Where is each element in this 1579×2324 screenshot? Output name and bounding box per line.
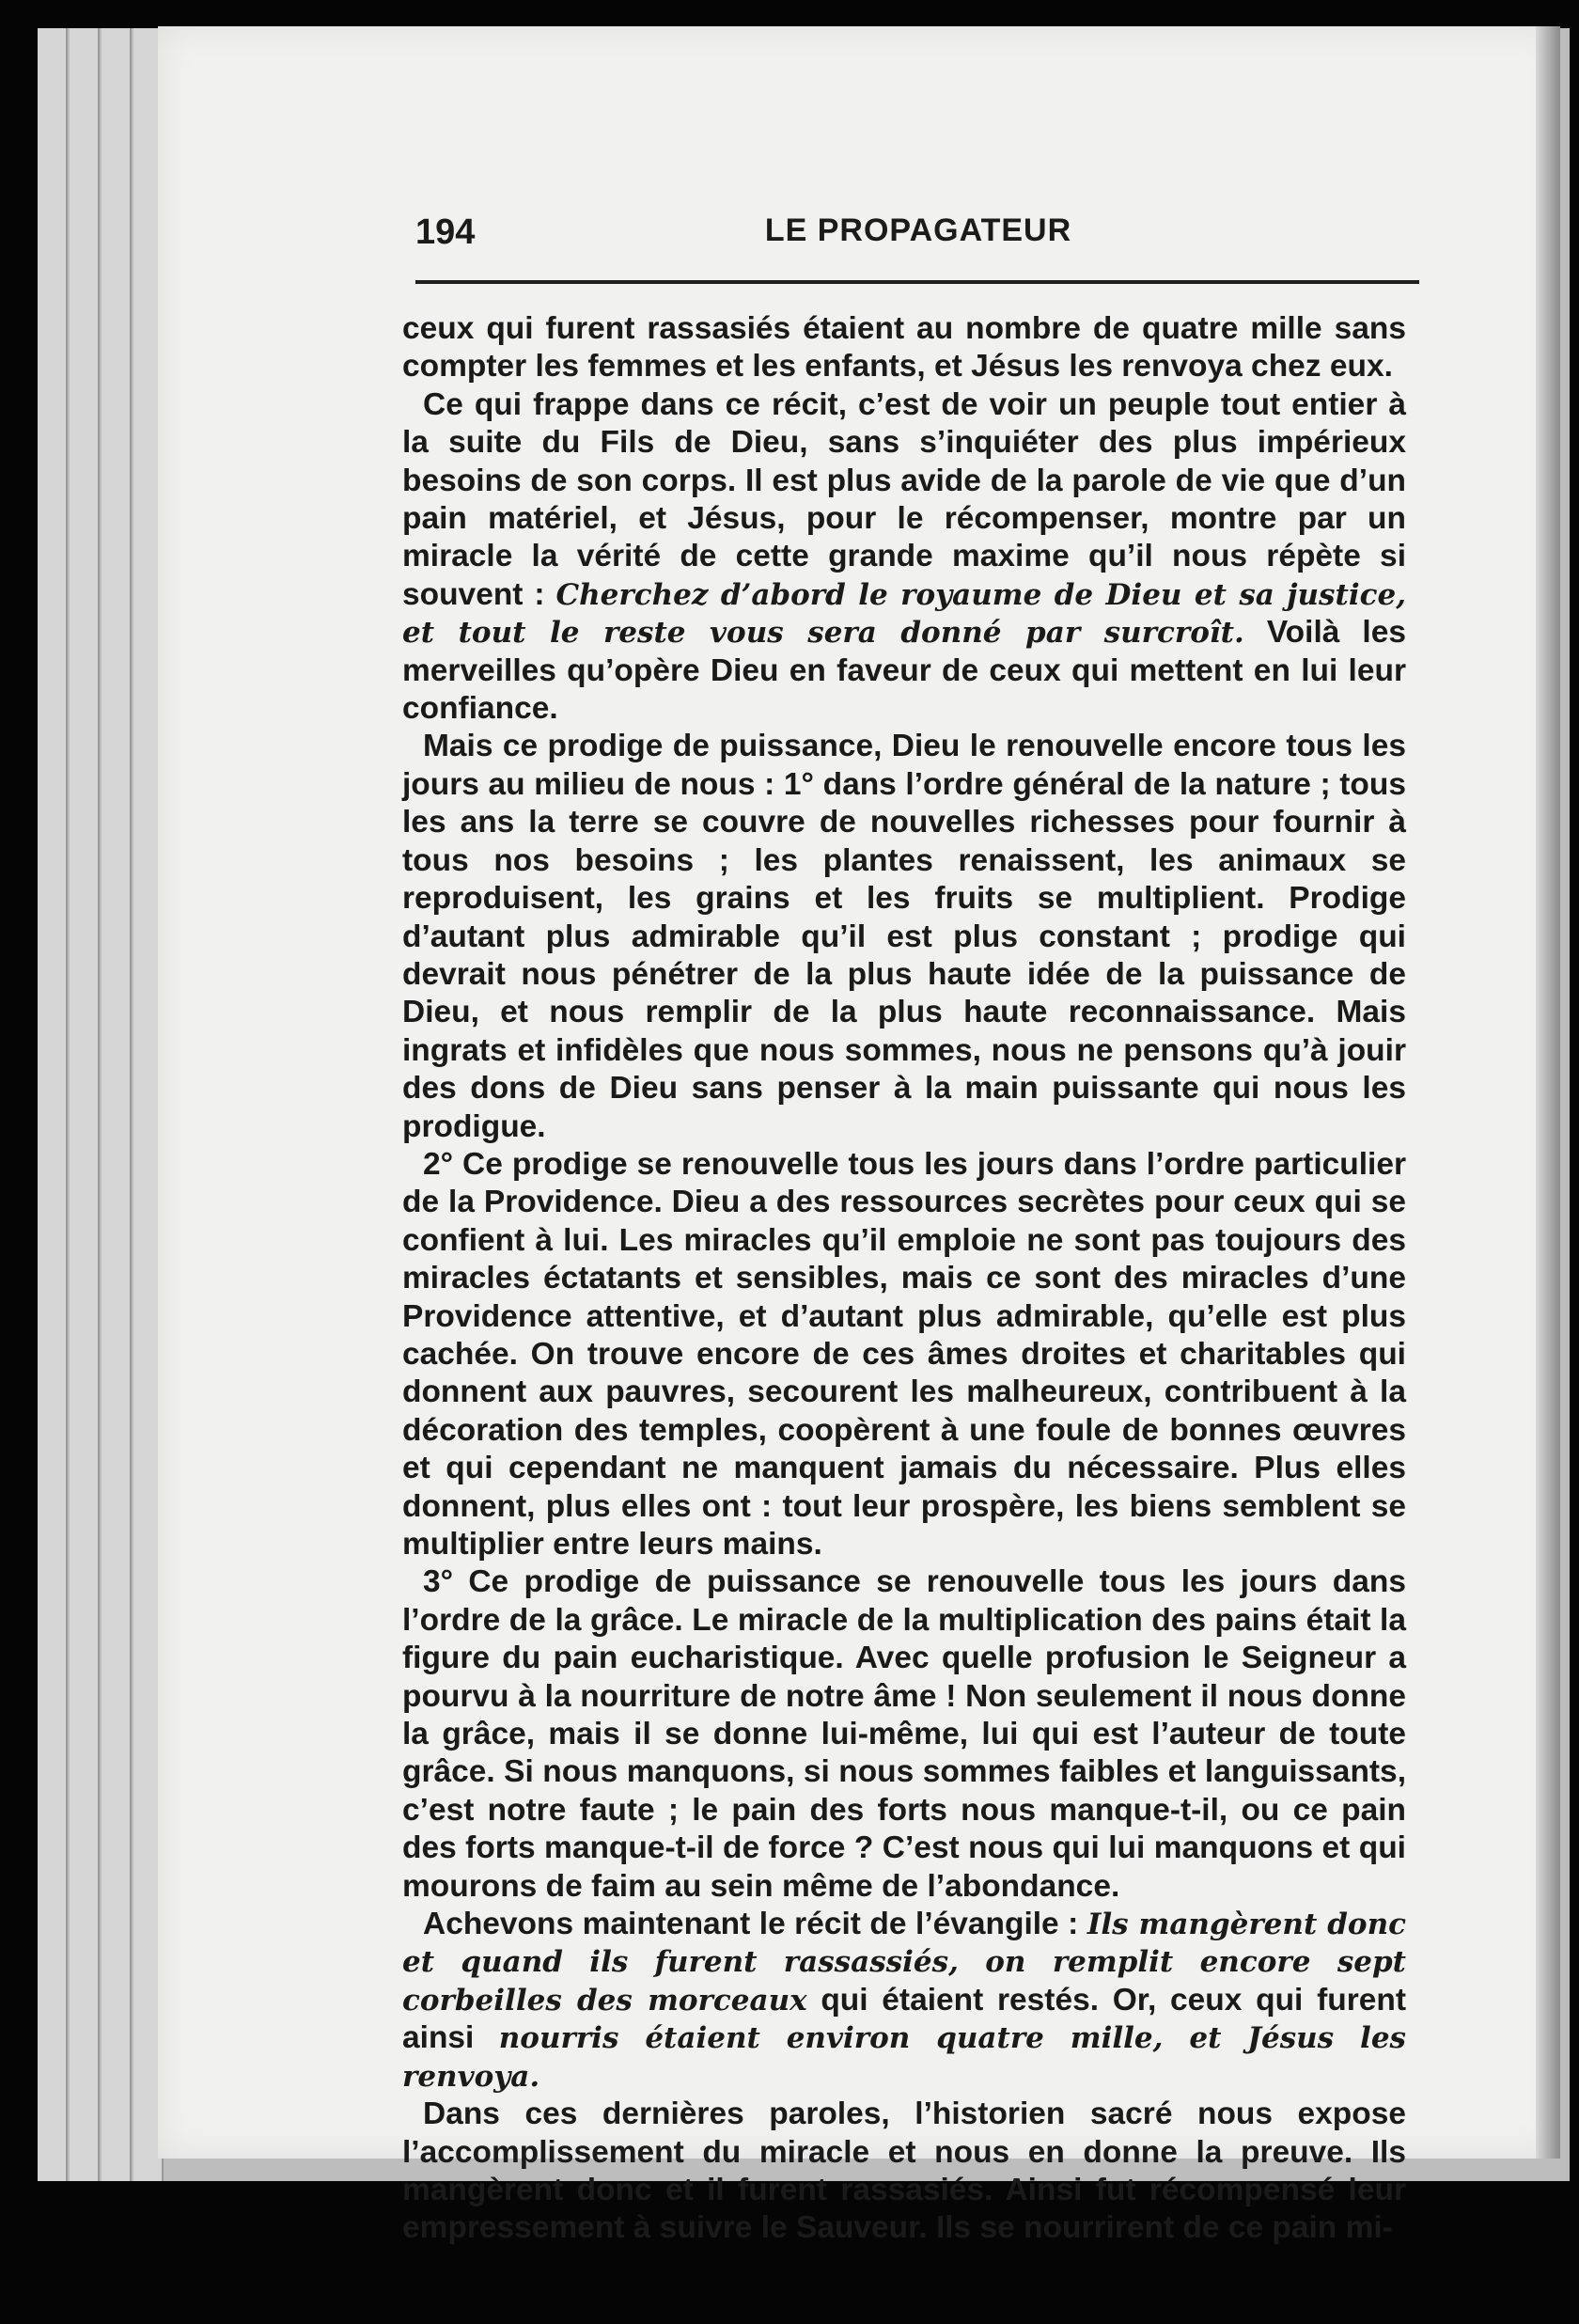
paragraph — [402, 1906, 1406, 2096]
paragraph-text: ceux qui furent rassasiés étaient au nombre de quatre mille sans compter les femmes et les enfants, et Jésus les renvoya chez eux. — [402, 311, 1406, 385]
italic-quote: Ils mangèrent donc et quand ils furent rassassiés, on remplit encore sept corbeilles des morceaux — [402, 1908, 1407, 2018]
header-rule — [415, 280, 1419, 284]
paragraph-text: 3° Ce prodige de puissance se renouvelle tous les jours dans l’ordre de la grâce. Le miracle de la multiplication des pains était la figure du pain eucharistique. Avec quelle profusion le Seigneur a pourvu à la nourriture de notre âme ! Non seulement il nous donne la grâce, mais il se donne lui-même, lui qui est l’auteur de toute grâce. Si nous manquons, si nous sommes faibles et languissants, c’est notre faute ; le pain des forts nous manque-t-il, ou ce pain des forts manque-t-il de force ? C’est nous qui lui manquons et qui mourons de faim au sein même de l’abondance. — [402, 1564, 1406, 1904]
paragraph-text: Voilà les merveilles qu’opère Dieu en faveur de ceux qui mettent en lui leur confiance. — [402, 615, 1406, 727]
paragraph-text: Achevons maintenant le récit de l’évangile : — [423, 1907, 1087, 1942]
page-edge — [38, 28, 68, 2181]
paragraph-text: Mais ce prodige de puissance, Dieu le renouvelle encore tous les jours au milieu de nous : 1° dans l’ordre général de la nature ; tous les ans la terre se couvre de nouvelles richesses pour fournir à tous nos besoins ; les plantes renaissent, les animaux se reproduisent, les grains et les fruits se multiplient. Prodige d’autant plus admirable qu’il est plus constant ; prodige qui devrait nous pénétrer de la plus haute idée de la puissance de Dieu, et nous remplir de la plus haute reconnaissance. Mais ingrats et infidèles que nous sommes, nous ne pensons qu’à jouir des dons de Dieu sans penser à la main puissante qui nous les prodigue. — [402, 729, 1406, 1144]
paragraph — [402, 728, 1406, 1145]
paragraph — [402, 386, 1406, 729]
paragraph-text: Dans ces dernières paroles, l’historien sacré nous expose l’accomplissement du miracle et nous en donne la preuve. Ils mangèrent donc et il furent rassasiés. Ainsi fut récompensé leur empressement à suivre le Sauveur. Ils se nourrirent de ce pain mi- — [402, 2096, 1406, 2246]
paragraph-text: 2° Ce prodige se renouvelle tous les jours dans l’ordre particulier de la Providence. Dieu a des ressources secrètes pour ceux qui se confient à lui. Les miracles qu’il emploie ne sont pas toujours des miracles éctatants et sensibles, mais ce sont des miracles d’une Providence attentive, et d’autant plus admirable, qu’elle est plus cachée. On trouve encore de ces âmes droites et charitables qui donnent aux pauvres, secourent les malheureux, contribuent à la décoration des temples, coopèrent à une foule de bonnes œuvres et qui cependant ne manquent jamais du nécessaire. Plus elles donnent, plus elles ont : tout leur prospère, les biens semblent se multiplier entre leurs mains. — [402, 1146, 1406, 1562]
page-binding-shadow — [1536, 26, 1560, 2159]
paragraph — [402, 310, 1406, 386]
paragraph — [402, 2096, 1406, 2248]
paragraph-text: Ce qui frappe dans ce récit, c’est de voir un peuple tout entier à la suite du Fils de Dieu, sans s’inquiéter des plus impérieux besoins de son corps. Il est plus avide de la parole de vie que d’un pain matériel, et Jésus, pour le récompenser, montre par un miracle la vérité de cette grande maxime qu’il nous répète si souvent : — [402, 386, 1406, 612]
page-edge — [102, 28, 132, 2181]
paragraph — [402, 1146, 1406, 1563]
page-number: 194 — [415, 212, 476, 252]
italic-quote: nourris étaient environ quatre mille, et Jésus les renvoya. — [402, 2021, 1406, 2094]
page-edge — [70, 28, 100, 2181]
running-head — [415, 212, 1421, 259]
paragraph — [402, 1563, 1406, 1906]
paragraph-text: qui étaient restés. Or, ceux qui furent ainsi — [402, 1982, 1406, 2056]
italic-quote: Cherchez d’abord le royaume de Dieu et sa justice, et tout le reste vous sera donné par surcroît. — [402, 577, 1406, 651]
running-title: LE PROPAGATEUR — [764, 212, 1072, 248]
text-body — [402, 310, 1406, 2248]
